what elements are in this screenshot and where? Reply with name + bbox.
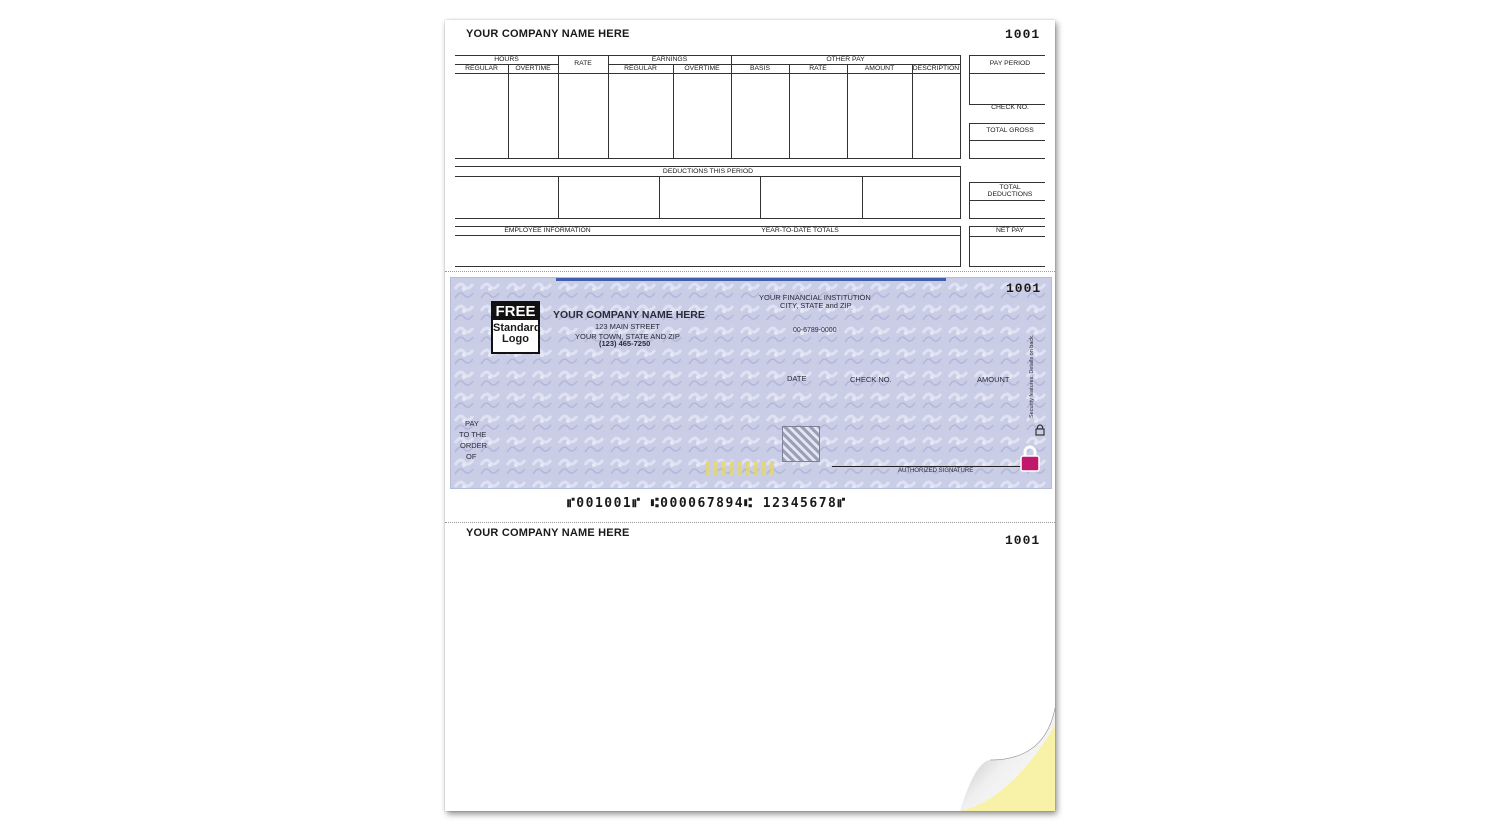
check-phone: (123) 465-7250 xyxy=(599,339,651,348)
pay-period-label: PAY PERIOD xyxy=(989,60,1031,67)
padlock-icon xyxy=(1019,445,1041,473)
hologram-icon xyxy=(782,426,820,462)
logo-line-3: Logo xyxy=(502,333,529,345)
earnings-overtime-header: OVERTIME xyxy=(684,65,720,72)
logo-line-1: FREE xyxy=(493,303,538,320)
authorized-signature-label: AUTHORIZED SIGNATURE xyxy=(898,468,974,474)
company-logo xyxy=(491,301,540,354)
check-address-line-1: 123 MAIN STREET xyxy=(595,322,661,331)
amount-label: AMOUNT xyxy=(977,375,1010,384)
check-face xyxy=(450,277,1052,489)
deductions-header: DEDUCTIONS THIS PERIOD xyxy=(662,168,754,175)
total-deductions-label-2: DEDUCTIONS xyxy=(987,191,1033,198)
earnings-regular-header: REGULAR xyxy=(624,65,657,72)
stub-top-company-name: YOUR COMPANY NAME HERE xyxy=(466,28,630,40)
logo-line-2: Standard xyxy=(493,322,541,334)
other-pay-rate-header: RATE xyxy=(809,65,827,72)
stub-bottom-company-name: YOUR COMPANY NAME HERE xyxy=(466,527,630,539)
date-label: DATE xyxy=(787,374,807,383)
stub-bottom-check-number: 1001 xyxy=(1005,533,1041,548)
check-company-name: YOUR COMPANY NAME HERE xyxy=(553,309,705,321)
pay-label-3: ORDER xyxy=(460,441,488,450)
check-number-label: CHECK NO. xyxy=(850,375,892,384)
net-pay-label: NET PAY xyxy=(996,227,1024,234)
ytd-totals-header: YEAR-TO-DATE TOTALS xyxy=(761,227,839,234)
pay-label-2: TO THE xyxy=(459,430,487,439)
page-curl-carbon-copy xyxy=(950,700,1060,815)
total-gross-label: TOTAL GROSS xyxy=(986,127,1034,134)
hours-overtime-header: OVERTIME xyxy=(515,65,551,72)
total-deductions-label-1: TOTAL xyxy=(999,184,1021,191)
padlock-icon-small xyxy=(1035,424,1045,436)
gold-foil-icon xyxy=(706,461,774,475)
hours-regular-header: REGULAR xyxy=(465,65,498,72)
employee-information-header: EMPLOYEE INFORMATION xyxy=(504,227,591,234)
bank-city-state: CITY, STATE and ZIP xyxy=(780,301,852,310)
check-no-label: CHECK NO. xyxy=(991,104,1029,111)
pay-label-1: PAY xyxy=(465,419,479,428)
perforation-line xyxy=(445,271,1055,272)
pay-label-4: OF xyxy=(466,452,477,461)
other-pay-header: OTHER PAY xyxy=(826,56,865,63)
hours-header: HOURS xyxy=(494,56,519,63)
bank-name: YOUR FINANCIAL INSTITUTION xyxy=(759,293,871,302)
other-pay-amount-header: AMOUNT xyxy=(864,65,895,72)
check-number: 1001 xyxy=(1006,281,1042,296)
stub-top-check-number: 1001 xyxy=(1005,27,1041,42)
security-features-note: Security features. Details on back. xyxy=(1029,334,1035,418)
rate-header: RATE xyxy=(574,60,592,67)
perforation-line-bottom xyxy=(445,522,1055,523)
check-address-line-2: YOUR TOWN, STATE AND ZIP xyxy=(575,332,680,341)
micr-line: ⑈001001⑈ ⑆000067894⑆ 12345678⑈ xyxy=(567,496,847,511)
routing-fraction: 00-6789-0000 xyxy=(793,327,837,334)
other-pay-basis-header: BASIS xyxy=(749,65,771,72)
security-pattern xyxy=(451,278,1051,488)
earnings-header: EARNINGS xyxy=(651,56,688,63)
other-pay-description-header: DESCRIPTION xyxy=(912,65,960,72)
